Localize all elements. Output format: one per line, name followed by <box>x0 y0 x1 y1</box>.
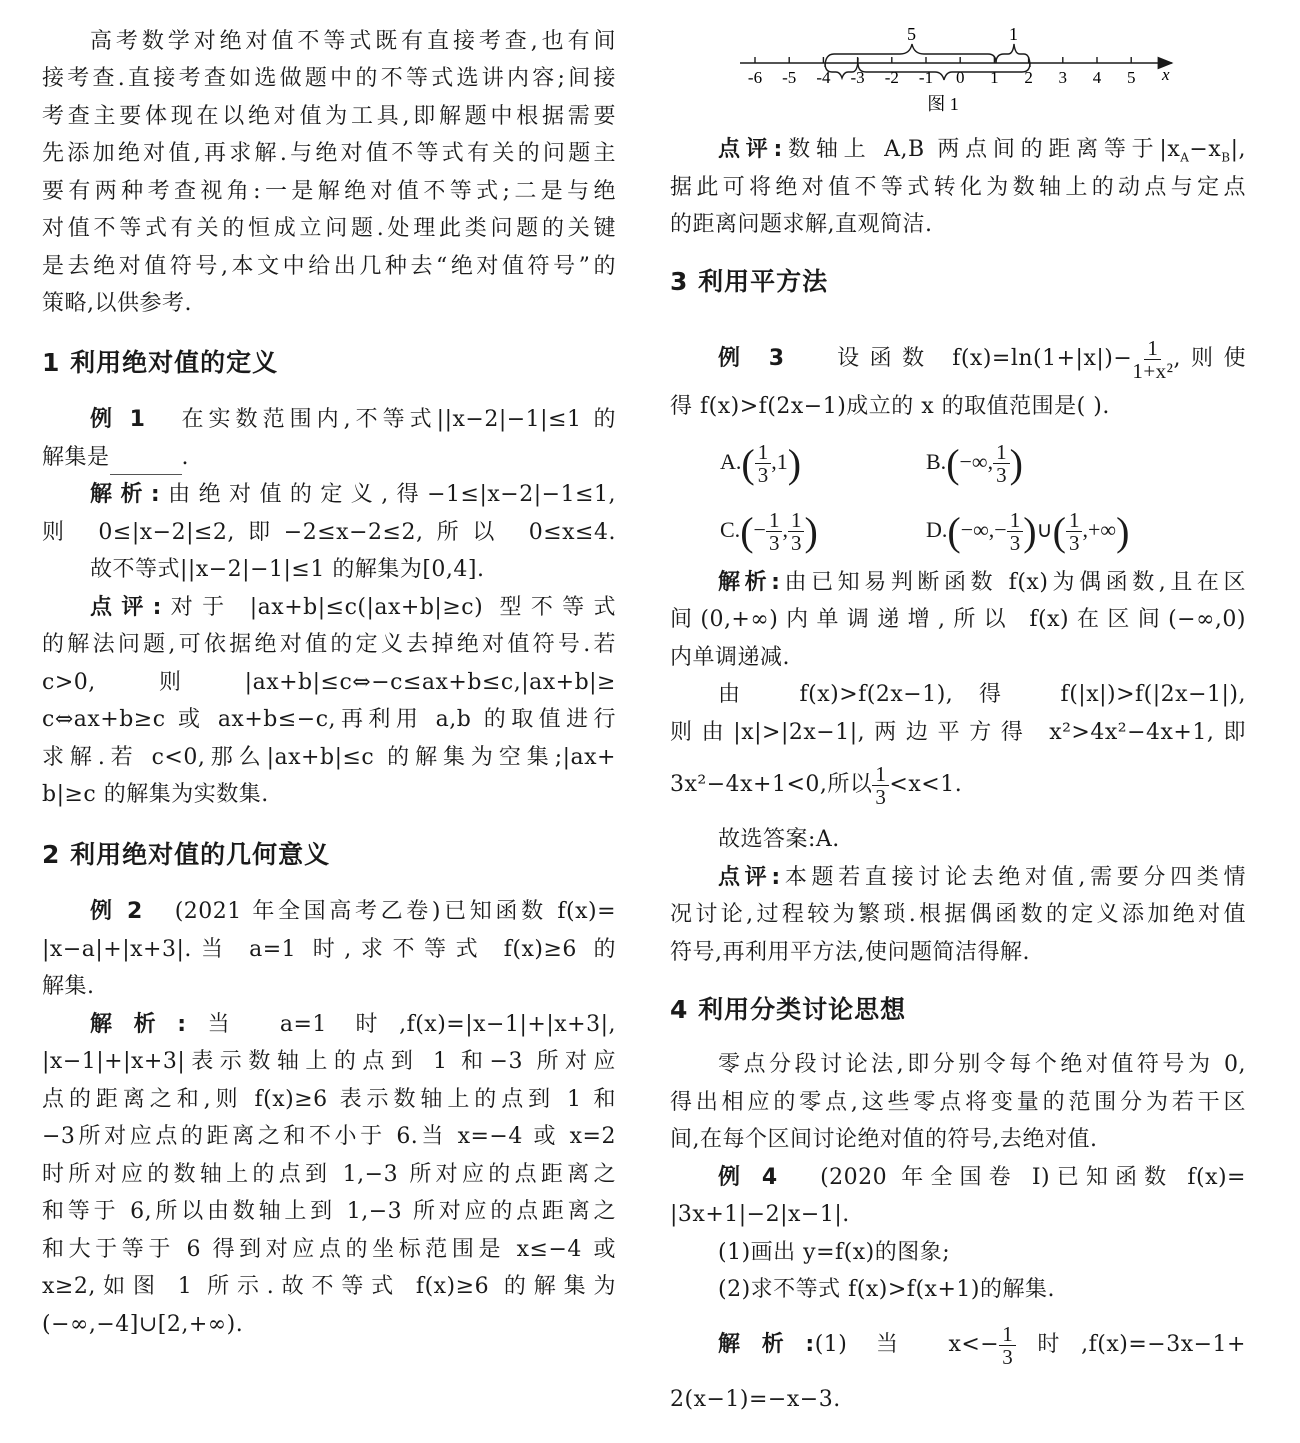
analysis-2-line: |x−1|+|x+3|表示数轴上的点到 1 和−3 所对应 <box>42 1049 616 1074</box>
answer-blank <box>110 450 182 475</box>
numerator: 1 <box>1066 509 1083 532</box>
example-3-label: 例 3 <box>718 346 785 371</box>
option-b <box>926 432 1023 492</box>
analysis-label: 解析: <box>90 482 161 507</box>
numerator: 1 <box>755 441 772 464</box>
example-3-line-2: 得 f(x)>f(2x−1)成立的 x 的取值范围是( ). <box>670 394 1110 419</box>
example-4-text: (2020 年全国卷 I)已知函数 f(x)= <box>820 1165 1246 1190</box>
denominator: 3 <box>1068 531 1080 556</box>
analysis-2-line: (−∞,−4]∪[2,+∞). <box>42 1312 244 1337</box>
option-text: − <box>753 517 766 542</box>
analysis-text: 当 a=1 时,f(x)=|x−1|+|x+3|, <box>186 1012 616 1037</box>
analysis-label: 解析: <box>718 570 781 595</box>
numerator: 1 <box>1144 337 1161 360</box>
denominator: 3 <box>1002 1344 1014 1369</box>
fraction <box>755 441 772 486</box>
axis-tick-label: -2 <box>884 68 899 87</box>
intro-line: 先添加绝对值,再求解.与绝对值不等式有关的问题主 <box>42 141 616 166</box>
axis-tick-label: 0 <box>955 68 965 87</box>
analysis-2-line: 和大于等于 6 得到对应点的坐标范围是 x≤−4 或 <box>42 1237 616 1262</box>
comment-1-line: c⇔ax+b≥c 或 ax+b≤−c,再利用 a,b 的取值进行 <box>42 707 616 732</box>
axis-tick-label: -6 <box>747 68 763 87</box>
numerator: 1 <box>872 763 889 786</box>
denominator: 3 <box>790 531 802 556</box>
paren: ( <box>947 508 961 554</box>
intro-line: 高考数学对绝对值不等式既有直接考查,也有间 <box>90 29 616 54</box>
option-label: A. <box>720 449 742 474</box>
paren: ( <box>740 508 754 554</box>
numerator: 1 <box>766 509 783 532</box>
comment-text-end: |, <box>1230 137 1246 162</box>
denominator: 3 <box>768 531 780 556</box>
comment-1-line <box>42 591 616 625</box>
section-2-heading: 2 利用绝对值的几何意义 <box>42 840 331 869</box>
axis-tick-label: 1 <box>990 68 999 87</box>
analysis-text: (1) 当 x<− <box>814 1332 1000 1357</box>
comment-text: 数轴上 A,B 两点间的距离等于|x <box>782 137 1181 162</box>
analysis-3-line <box>670 566 1246 600</box>
axis-tick-label: 4 <box>1092 68 1102 87</box>
fraction <box>993 441 1010 486</box>
fraction <box>788 509 805 554</box>
union-symbol: ∪ <box>1036 517 1053 542</box>
numerator: 1 <box>999 1323 1016 1346</box>
section-4-heading: 4 利用分类讨论思想 <box>670 995 907 1024</box>
option-text: ,+∞ <box>1082 517 1117 542</box>
comment-3-line: 况讨论,过程较为繁琐.根据偶函数的定义添加绝对值 <box>670 902 1246 927</box>
example-2-label: 例 2 <box>90 899 143 924</box>
example-4-label: 例 4 <box>718 1165 778 1190</box>
subscript-b: B <box>1221 150 1231 165</box>
paren: ) <box>804 508 818 554</box>
fraction <box>766 509 783 554</box>
fraction <box>999 1323 1016 1368</box>
fraction <box>872 763 889 808</box>
analysis-text: 时,f(x)=−3x−1+ <box>1016 1332 1246 1357</box>
example-2-line <box>42 895 616 929</box>
comment-text-mid: −x <box>1189 137 1222 162</box>
example-3-line <box>670 336 1246 382</box>
analysis-1-line: 则 0≤|x−2|≤2,即−2≤x−2≤2,所以 0≤x≤4. <box>42 520 616 545</box>
numerator: 1 <box>788 509 805 532</box>
analysis-4-line <box>670 1322 1246 1368</box>
analysis-2-line: 点的距离之和,则 f(x)≥6 表示数轴上的点到 1 和 <box>42 1087 616 1112</box>
option-label: B. <box>926 449 947 474</box>
denominator: 3 <box>996 463 1007 488</box>
analysis-4-line: 2(x−1)=−x−3. <box>670 1387 841 1412</box>
option-label: C. <box>720 517 741 542</box>
fig-comment-line: 的距离问题求解,直观简洁. <box>670 212 933 237</box>
comment-1-line: 求解.若 c<0,那么|ax+b|≤c 的解集为空集;|ax+ <box>42 745 616 770</box>
example-1-text: 在实数范围内,不等式||x−2|−1|≤1 的 <box>181 407 617 432</box>
section-1-heading: 1 利用绝对值的定义 <box>42 348 279 377</box>
section-3-heading: 3 利用平方法 <box>670 267 829 296</box>
analysis-2-line: x≥2,如图 1 所示.故不等式 f(x)≥6 的解集为 <box>42 1274 616 1299</box>
example-3-text: 设函数 f(x)=ln(1+|x|)− <box>837 346 1133 371</box>
comment-3-line: 符号,再利用平方法,使问题简洁得解. <box>670 940 1030 965</box>
option-label: D. <box>926 517 948 542</box>
fraction <box>1066 509 1083 554</box>
paren: ) <box>1023 508 1037 554</box>
denominator: 3 <box>875 784 887 809</box>
analysis-3-line <box>670 762 1246 808</box>
option-text: ,1 <box>771 449 788 474</box>
comment-1-line: c>0,则|ax+b|≤c⇔−c≤ax+b≤c,|ax+b|≥ <box>42 670 616 695</box>
period: . <box>181 445 190 470</box>
paren: ) <box>1116 508 1130 554</box>
intro-line: 接考查.直接考查如选做题中的不等式选讲内容;间接 <box>42 66 616 91</box>
analysis-text: 由已知易判断函数 f(x)为偶函数,且在区 <box>780 570 1246 595</box>
option-text: −∞,− <box>960 517 1007 542</box>
intro-line: 是去绝对值符号,本文中给出几种去“绝对值符号”的 <box>42 254 616 279</box>
example-1-text-2: 解集是 <box>42 445 110 470</box>
comment-label: 点评: <box>718 137 783 162</box>
analysis-label: 解析: <box>90 1012 187 1037</box>
denominator: 3 <box>1009 531 1021 556</box>
subscript-a: A <box>1180 150 1190 165</box>
analysis-3-line: 则由|x|>|2x−1|,两边平方得 x²>4x²−4x+1,即 <box>670 720 1246 745</box>
sub-question-1: (1)画出 y=f(x)的图象; <box>718 1240 951 1265</box>
numerator: 1 <box>1007 509 1024 532</box>
paren: ( <box>1052 508 1066 554</box>
comment-label: 点评: <box>718 865 781 890</box>
fig-comment-line: 据此可将绝对值不等式转化为数轴上的动点与定点 <box>670 175 1246 200</box>
brace-label-1: 1 <box>1009 24 1018 44</box>
axis-tick-label: -4 <box>816 68 831 87</box>
denominator: 3 <box>757 463 769 488</box>
analysis-3-line: 间(0,+∞)内单调递增,所以 f(x)在区间(−∞,0) <box>670 607 1246 632</box>
section-4-intro-line: 零点分段讨论法,即分别令每个绝对值符号为 0, <box>718 1052 1246 1077</box>
comment-label: 点评: <box>90 595 162 620</box>
intro-line: 要有两种考查视角:一是解绝对值不等式;二是与绝 <box>42 179 616 204</box>
example-1-label: 例 1 <box>90 407 146 432</box>
axis-tick-label: 5 <box>1126 68 1136 87</box>
example-2-text: (2021 年全国高考乙卷)已知函数 f(x)= <box>174 899 617 924</box>
analysis-2-line: 时所对应的数轴上的点到 1,−3 所对应的点距离之 <box>42 1162 616 1187</box>
denominator: 1+x² <box>1132 358 1174 383</box>
option-text: −∞, <box>959 449 994 474</box>
axis-tick-label: 3 <box>1058 68 1068 87</box>
brace-label-5: 5 <box>907 24 916 44</box>
axis-tick-label: -1 <box>918 68 934 87</box>
example-2-line: |x−a|+|x+3|.当 a=1 时,求不等式 f(x)≥6 的 <box>42 937 616 962</box>
numerator: 1 <box>993 441 1010 464</box>
figure-caption: 图 1 <box>927 94 959 114</box>
example-1-line-2 <box>42 441 616 475</box>
analysis-text: 由绝对值的定义,得−1≤|x−2|−1≤1, <box>160 482 616 507</box>
option-a <box>720 432 801 492</box>
answer-line: 故选答案:A. <box>718 827 840 852</box>
axis-tick-label: -3 <box>850 68 865 87</box>
example-1-line <box>42 403 616 437</box>
comment-1-line: 的解法问题,可依据绝对值的定义去掉绝对值符号.若 <box>42 632 616 657</box>
example-2-line: 解集. <box>42 974 95 999</box>
section-4-intro-line: 得出相应的零点,这些零点将变量的范围分为若干区 <box>670 1090 1246 1115</box>
analysis-2-line <box>42 1008 616 1042</box>
paren: ) <box>1009 440 1023 486</box>
example-4-line <box>670 1161 1246 1195</box>
intro-line: 策略,以供参考. <box>42 291 192 316</box>
option-c <box>720 500 818 560</box>
comment-text: 本题若直接讨论去绝对值,需要分四类情 <box>780 865 1246 890</box>
example-3-text-post: ,则使 <box>1173 346 1246 371</box>
analysis-text: <x<1. <box>889 772 963 797</box>
intro-line: 考查主要体现在以绝对值为工具,即解题中根据需要 <box>42 104 616 129</box>
analysis-1-line <box>42 478 616 512</box>
comment-text: 对于 |ax+b|≤c(|ax+b|≥c) 型不等式 <box>161 595 616 620</box>
analysis-2-line: −3所对应点的距离之和不小于 6.当 x=−4 或 x=2 <box>42 1124 616 1149</box>
axis-tick-label: -5 <box>782 68 797 87</box>
analysis-3-line: 内单调递减. <box>670 645 790 670</box>
paren: ) <box>787 440 802 486</box>
axis-tick-label: 2 <box>1024 68 1033 87</box>
fig-comment-line <box>670 133 1246 167</box>
section-4-intro-line: 间,在每个区间讨论绝对值的符号,去绝对值. <box>670 1127 1098 1152</box>
fraction <box>1132 337 1173 382</box>
fraction <box>1007 509 1024 554</box>
analysis-label: 解析: <box>718 1332 815 1357</box>
sub-question-2: (2)求不等式 f(x)>f(x+1)的解集. <box>718 1277 1055 1302</box>
analysis-text: 3x²−4x+1<0,所以 <box>670 772 873 797</box>
axis-label: x <box>1162 65 1170 84</box>
paren: ( <box>946 440 960 486</box>
option-d <box>926 500 1129 560</box>
analysis-3-line: 由 f(x)>f(2x−1),得 f(|x|)>f(|2x−1|), <box>718 682 1246 707</box>
option-text: , <box>782 517 788 542</box>
analysis-1-line: 故不等式||x−2|−1|≤1 的解集为[0,4]. <box>90 557 485 582</box>
intro-line: 对值不等式有关的恒成立问题.处理此类问题的关键 <box>42 216 616 241</box>
example-4-line: |3x+1|−2|x−1|. <box>670 1202 850 1227</box>
paren: ( <box>741 440 755 486</box>
comment-3-line <box>670 861 1246 895</box>
comment-1-line: b|≥c 的解集为实数集. <box>42 782 269 807</box>
figure-1-number-line <box>730 20 1190 120</box>
analysis-2-line: 和等于 6,所以由数轴上到 1,−3 所对应的点距离之 <box>42 1199 616 1224</box>
